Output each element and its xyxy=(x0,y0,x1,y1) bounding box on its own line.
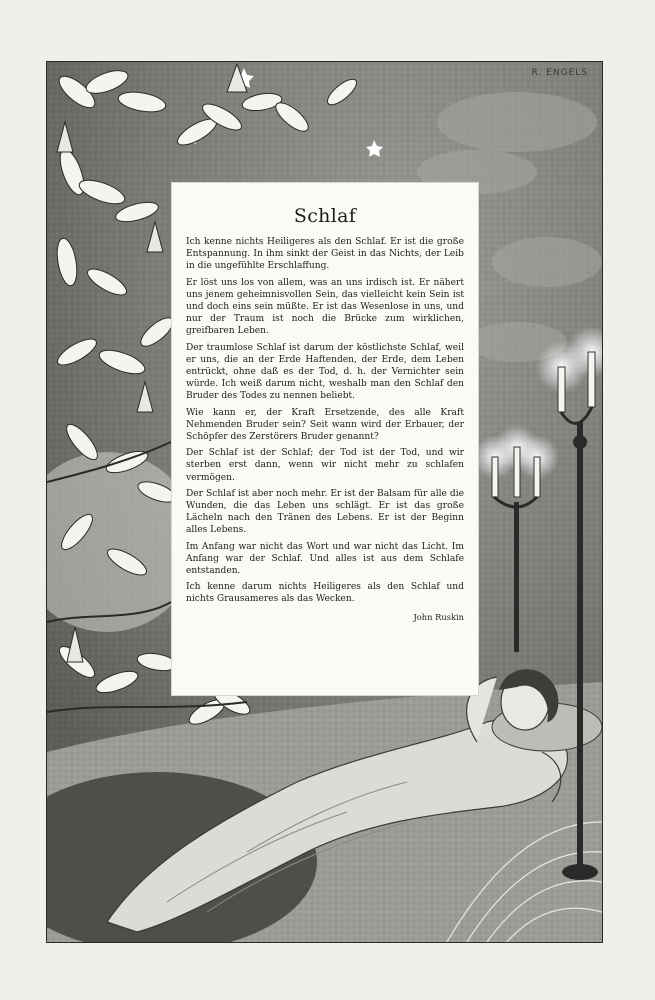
article-paragraph: Der traumlose Schlaf ist darum der köstlichste Schlaf, weil er uns, die an der Erde Haftenden, der Erde, dem Leben entrückt, ohne daß es der Tod, d. h. der Vernichter sein würde. Ich weiß darum nicht, weshalb man den Schlaf den Bruder des Todes zu nennen beliebt. xyxy=(186,342,464,402)
article-title: Schlaf xyxy=(293,205,357,227)
article-paragraph: Der Schlaf ist der Schlaf; der Tod ist der Tod, und wir sterben erst dann, wenn wir nicht mehr zu schlafen vermögen. xyxy=(186,448,464,483)
article-paragraph: Ich kenne darum nichts Heiligeres als den Schlaf und nichts Grausameres als das Wecken. xyxy=(186,582,464,605)
illustration-plate xyxy=(46,61,603,943)
article-paragraph: Der Schlaf ist aber noch mehr. Er ist der Balsam für alle die Wunden, die das Leben uns schlägt. Er ist das große Lächeln nach den Tränen des Lebens. Er ist der Beginn alles Lebens. xyxy=(186,488,464,536)
article-paragraph: Wie kann er, der Kraft Ersetzende, des alle Kraft Nehmenden Bruder sein? Seit wann wird der Erbauer, der Schöpfer des Zerstörers Bruder genannt? xyxy=(186,407,464,443)
article-paragraph: Er löst uns los von allem, was an uns irdisch ist. Er nähert uns jenem geheimnisvollen Sein, das vielleicht kein Sein ist und doch eins sein müßte. Er ist das Wesenlose in uns, und nur der Traum ist noch die Brücke zum wirklichen, greifbaren Leben. xyxy=(186,277,464,337)
artist-signature: R. ENGELS xyxy=(531,68,588,78)
article-paragraph: Ich kenne nichts Heiligeres als den Schlaf. Er ist die große Entspannung. In ihm sinkt der Geist in das Nichts, der Leib in die ungefühlte Erschlaffung. xyxy=(186,237,464,272)
article-author: John Ruskin xyxy=(413,611,464,622)
article-paragraph: Im Anfang war nicht das Wort und war nicht das Licht. Im Anfang war der Schlaf. Und alles ist aus dem Schlafe entstanden. xyxy=(186,541,464,577)
article-text-box xyxy=(171,182,479,696)
